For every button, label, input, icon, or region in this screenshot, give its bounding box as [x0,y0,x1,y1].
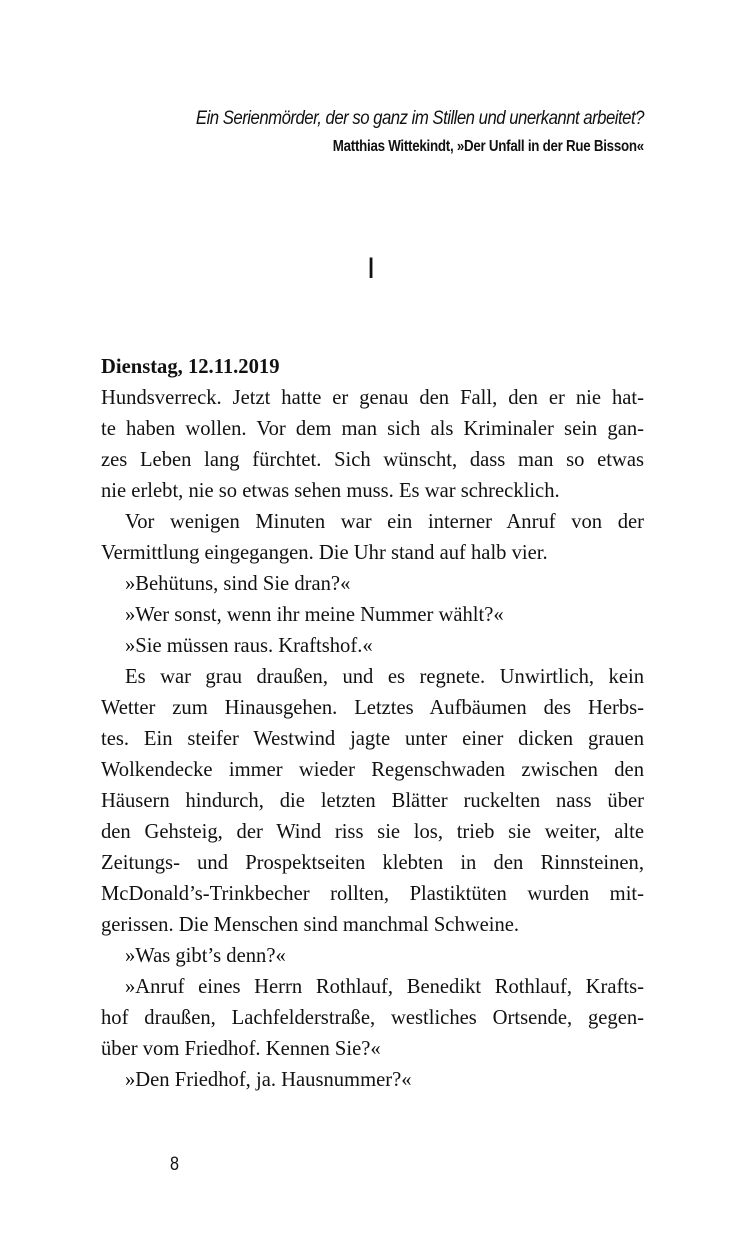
epigraph-source: Matthias Wittekindt, »Der Unfall in der Rue Bisson« [332,138,644,155]
text-line: über vom Friedhof. Kennen Sie?« [101,1038,381,1060]
dialogue-line: »Was gibt’s denn?« [125,945,286,967]
text-line: McDonald’s-Trinkbecher rollten, Plastiktüten wurden mit- [101,883,644,905]
text-line: Wetter zum Hinausgehen. Letztes Aufbäumen des Herbs- [101,697,644,719]
epigraph [123,104,644,157]
text-line: te haben wollen. Vor dem man sich als Kriminaler sein gan- [101,418,644,440]
text-line: Hundsverreck. Jetzt hatte er genau den Fall, den er nie hat- [101,387,644,409]
text-line: hof draußen, Lachfelderstraße, westliches Ortsende, gegen- [101,1007,644,1029]
dialogue-line: »Wer sonst, wenn ihr meine Nummer wählt?« [125,604,504,626]
epigraph-quote: Ein Serienmörder, der so ganz im Stillen und unerkannt arbeitet? [196,107,644,129]
dialogue-line: »Sie müssen raus. Kraftshof.« [125,635,373,657]
chapter-text [101,352,644,1096]
text-line: Vermittlung eingegangen. Die Uhr stand auf halb vier. [101,542,548,564]
text-line: nie erlebt, nie so etwas sehen muss. Es war schrecklich. [101,480,560,502]
dialogue-line: »Anruf eines Herrn Rothlauf, Benedikt Rothlauf, Krafts- [125,976,644,998]
dialogue-line: »Behütuns, sind Sie dran?« [125,573,351,595]
text-line: zes Leben lang fürchtet. Sich wünscht, dass man so etwas [101,449,644,471]
text-line: Zeitungs- und Prospektseiten klebten in den Rinnsteinen, [101,852,644,874]
text-line: Häusern hindurch, die letzten Blätter ruckelten nass über [101,790,644,812]
text-line: gerissen. Die Menschen sind manchmal Schweine. [101,914,520,936]
date-heading: Dienstag, 12.11.2019 [101,356,280,378]
text-line: Wolkendecke immer wieder Regenschwaden zwischen den [101,759,644,781]
text-line: Vor wenigen Minuten war ein interner Anruf von der [125,511,644,533]
page-number: 8 [170,1154,179,1175]
chapter-number: I [366,252,376,285]
text-line: Es war grau draußen, und es regnete. Unwirtlich, kein [125,666,644,688]
dialogue-line: »Den Friedhof, ja. Hausnummer?« [125,1069,412,1091]
text-line: den Gehsteig, der Wind riss sie los, trieb sie weiter, alte [101,821,644,843]
text-line: tes. Ein steifer Westwind jagte unter einer dicken grauen [101,728,644,750]
